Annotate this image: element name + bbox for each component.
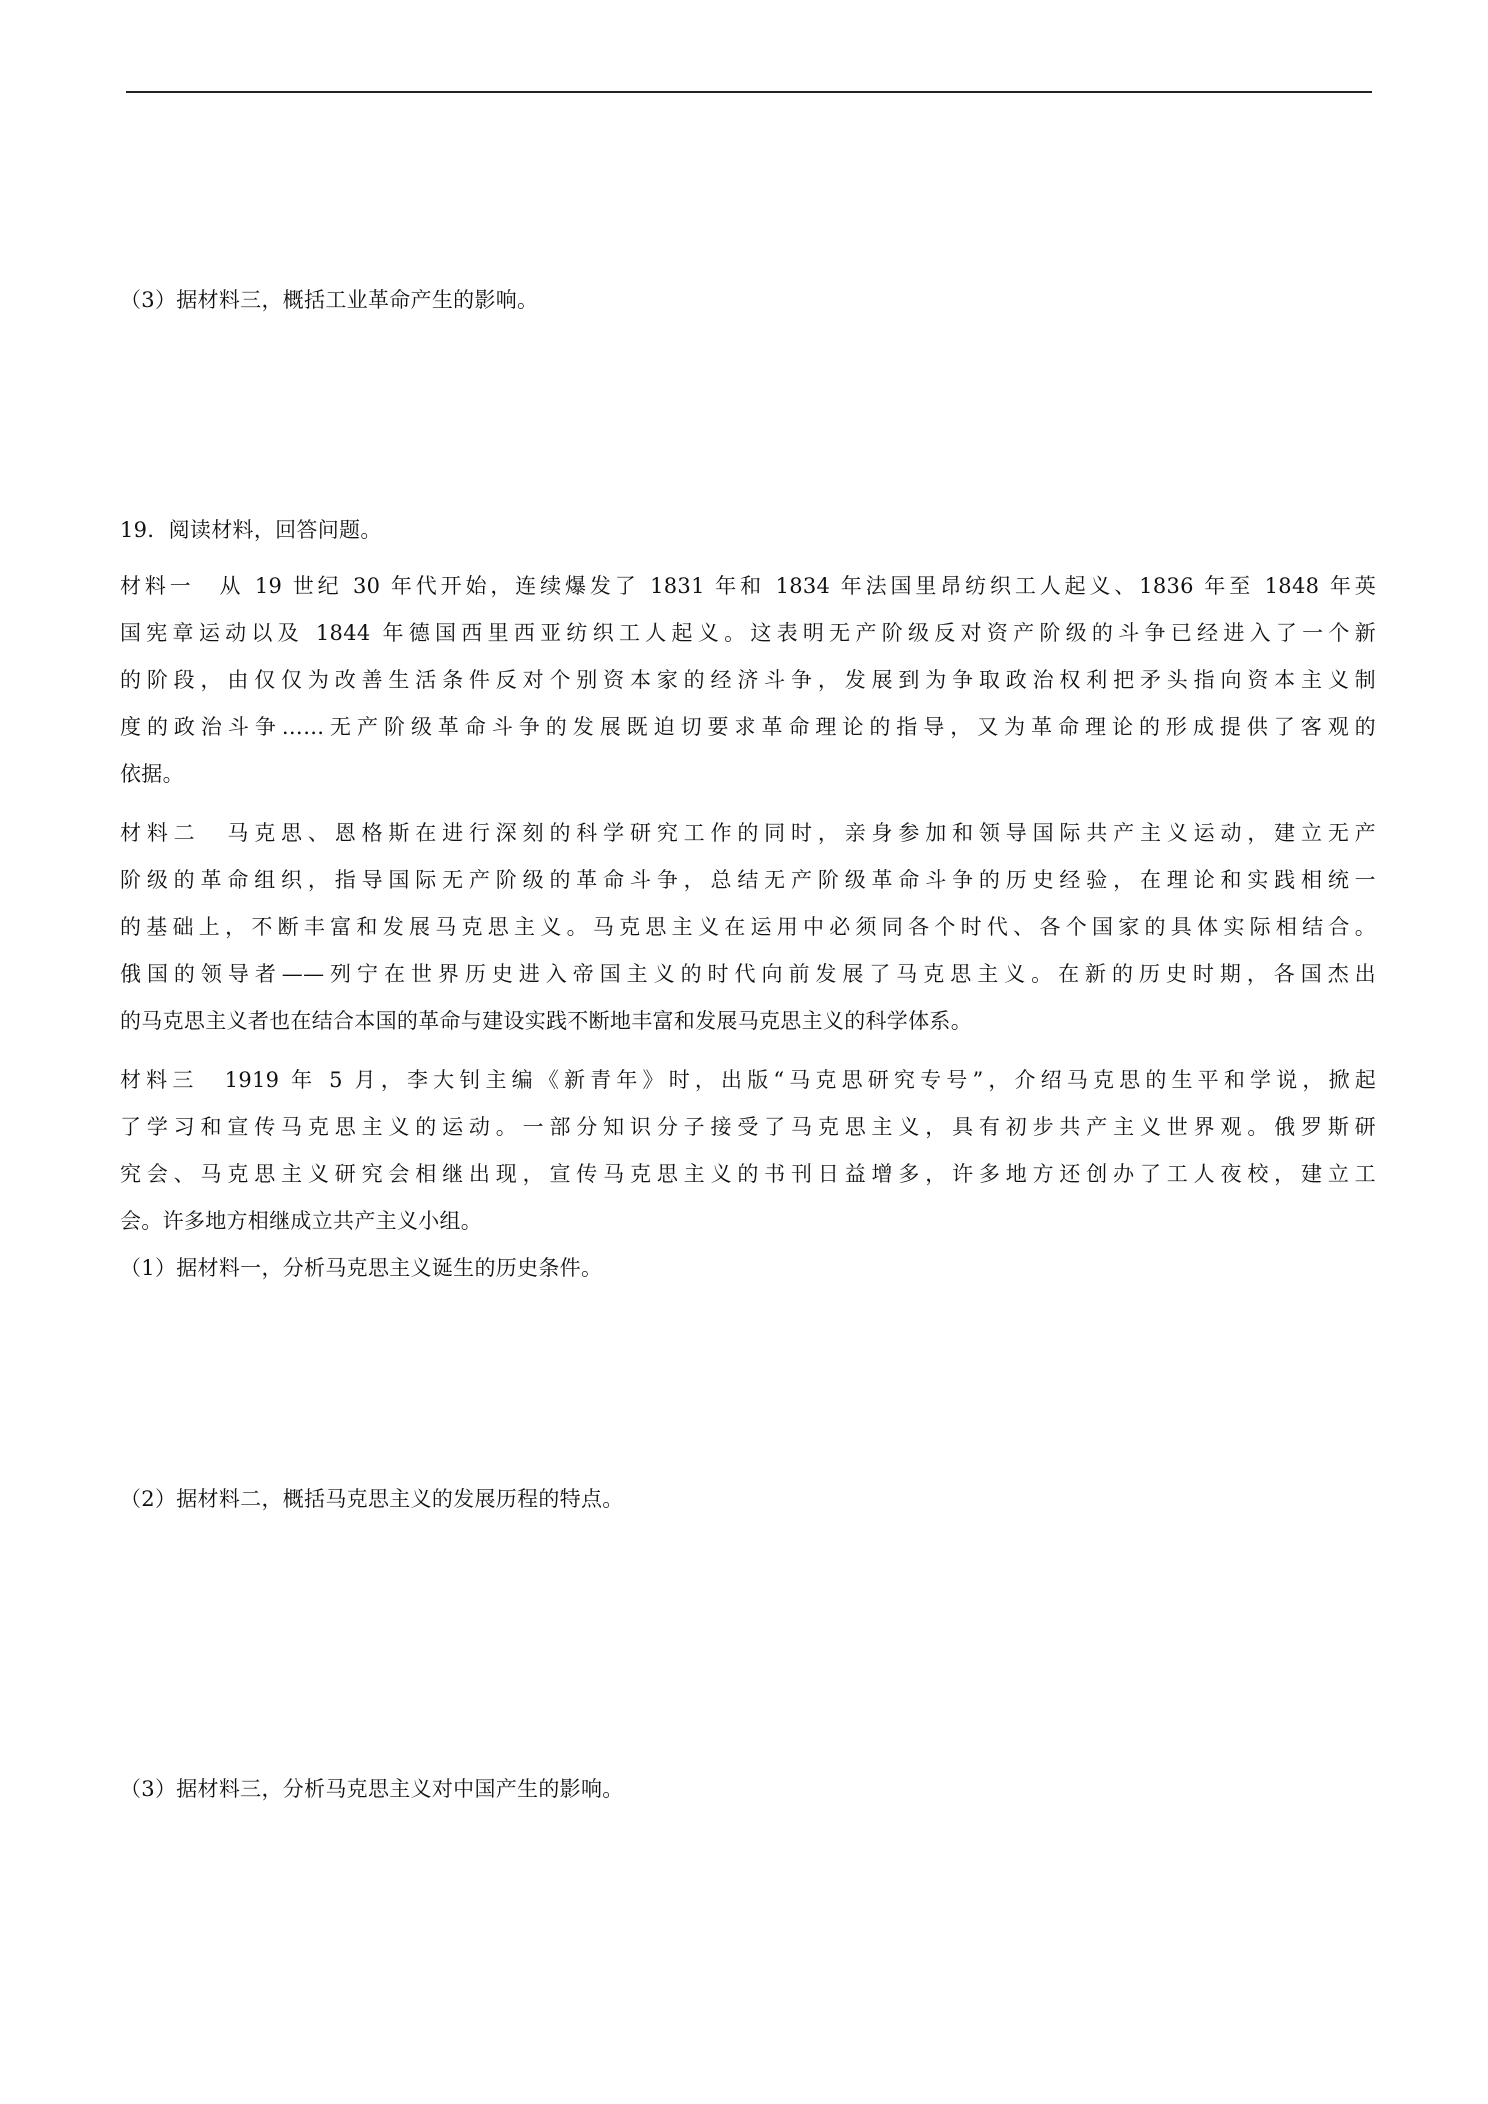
material-1-line: 度的政治斗争……无产阶级革命斗争的发展既迫切要求革命理论的指导，又为革命理论的形成提供了客观的 (120, 715, 1376, 739)
material-2-line: 材料二 马克思、恩格斯在进行深刻的科学研究工作的同时，亲身参加和领导国际共产主义运动，建立无产 (120, 821, 1376, 845)
material-1-line: 的阶段，由仅仅为改善生活条件反对个别资本家的经济斗争，发展到为争取政治权利把矛头指向资本主义制 (120, 668, 1376, 692)
sub-question-1: （1）据材料一，分析马克思主义诞生的历史条件。 (120, 1256, 603, 1280)
material-2-line: 的马克思主义者也在结合本国的革命与建设实践不断地丰富和发展马克思主义的科学体系。 (120, 1009, 972, 1033)
prev-question-part3: （3）据材料三，概括工业革命产生的影响。 (120, 288, 539, 312)
sub-question-2: （2）据材料二，概括马克思主义的发展历程的特点。 (120, 1487, 624, 1511)
question-19-heading: 19．阅读材料，回答问题。 (120, 518, 382, 542)
material-2-line: 俄国的领导者——列宁在世界历史进入帝国主义的时代向前发展了马克思主义。在新的历史时期，各国杰出 (120, 962, 1376, 986)
material-2-line: 阶级的革命组织，指导国际无产阶级的革命斗争，总结无产阶级革命斗争的历史经验，在理论和实践相统一 (120, 868, 1376, 892)
material-1-line: 材料一 从 19 世纪 30 年代开始，连续爆发了 1831 年和 1834 年法国里昂纺织工人起义、1836 年至 1848 年英 (120, 574, 1376, 598)
material-3-line: 会。许多地方相继成立共产主义小组。 (120, 1209, 483, 1233)
header-rule (126, 91, 1372, 93)
sub-question-3: （3）据材料三，分析马克思主义对中国产生的影响。 (120, 1777, 624, 1801)
material-1-line: 依据。 (120, 762, 184, 786)
material-3-line: 究会、马克思主义研究会相继出现，宣传马克思主义的书刊日益增多，许多地方还创办了工人夜校，建立工 (120, 1162, 1376, 1186)
material-2-line: 的基础上，不断丰富和发展马克思主义。马克思主义在运用中必须同各个时代、各个国家的具体实际相结合。 (120, 915, 1376, 939)
material-3-line: 材料三 1919 年 5 月，李大钊主编《新青年》时，出版“马克思研究专号”，介绍马克思的生平和学说，掀起 (120, 1068, 1376, 1092)
material-3-line: 了学习和宣传马克思主义的运动。一部分知识分子接受了马克思主义，具有初步共产主义世界观。俄罗斯研 (120, 1115, 1376, 1139)
material-1-line: 国宪章运动以及 1844 年德国西里西亚纺织工人起义。这表明无产阶级反对资产阶级的斗争已经进入了一个新 (120, 621, 1376, 645)
